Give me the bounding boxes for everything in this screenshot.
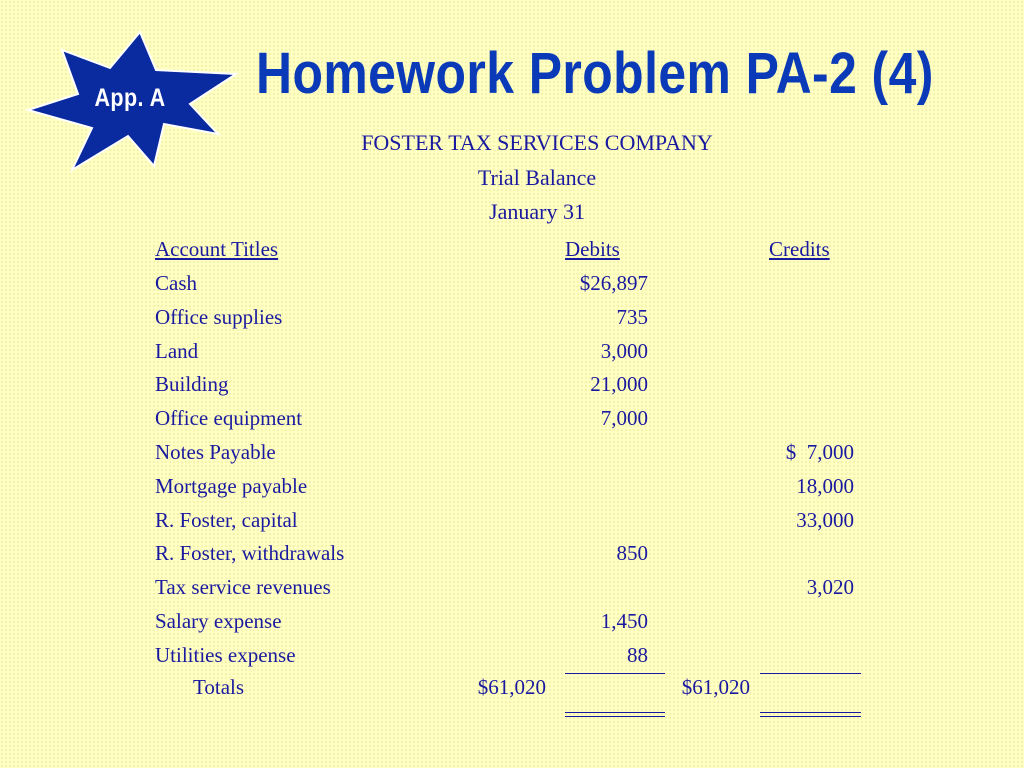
statement-name: Trial Balance	[477, 165, 597, 190]
debit-subtotal-rule	[565, 673, 665, 674]
account-title: Mortgage payable	[155, 473, 308, 498]
credit-amount: 33,000	[796, 507, 854, 532]
account-title: Utilities expense	[155, 642, 296, 667]
credit-double-rule-top	[760, 712, 861, 713]
account-title: Cash	[155, 271, 197, 295]
badge-label: App. A	[94, 84, 166, 112]
credit-double-rule-bottom	[760, 716, 861, 717]
totals-debit: $61,020	[477, 675, 546, 699]
page-title: Homework Problem PA-2 (4)	[256, 41, 934, 106]
debit-amount: 1,450	[600, 609, 648, 633]
debit-double-rule-bottom	[565, 716, 665, 717]
account-title: Notes Payable	[155, 440, 276, 464]
company-name: FOSTER TAX SERVICES COMPANY	[361, 130, 713, 155]
account-title: R. Foster, capital	[155, 507, 298, 532]
column-header-account: Account Titles	[155, 237, 279, 261]
credit-subtotal-rule	[760, 673, 861, 674]
account-title: Tax service revenues	[155, 575, 331, 600]
credit-amount: 3,020	[806, 575, 854, 600]
credit-amount: $ 7,000	[785, 440, 854, 464]
debit-amount: 3,000	[600, 338, 648, 363]
statement-date: January 31	[489, 199, 585, 224]
totals-credit: $61,020	[681, 675, 750, 699]
debit-amount: $26,897	[579, 271, 648, 295]
debit-amount: 7,000	[600, 406, 648, 431]
totals-label: Totals	[193, 675, 245, 699]
column-header-debit: Debits	[565, 237, 620, 261]
account-title: Building	[155, 372, 229, 397]
account-title: Salary expense	[155, 609, 282, 633]
debit-amount: 88	[627, 642, 648, 667]
column-header-credit: Credits	[769, 237, 830, 261]
debit-amount: 21,000	[590, 372, 648, 397]
account-title: R. Foster, withdrawals	[155, 541, 345, 566]
account-title: Office supplies	[155, 304, 283, 329]
credit-amount: 18,000	[796, 473, 854, 498]
debit-double-rule-top	[565, 712, 665, 713]
account-title: Land	[155, 338, 199, 363]
account-title: Office equipment	[155, 406, 303, 431]
debit-amount: 850	[616, 541, 648, 566]
debit-amount: 735	[616, 304, 648, 329]
